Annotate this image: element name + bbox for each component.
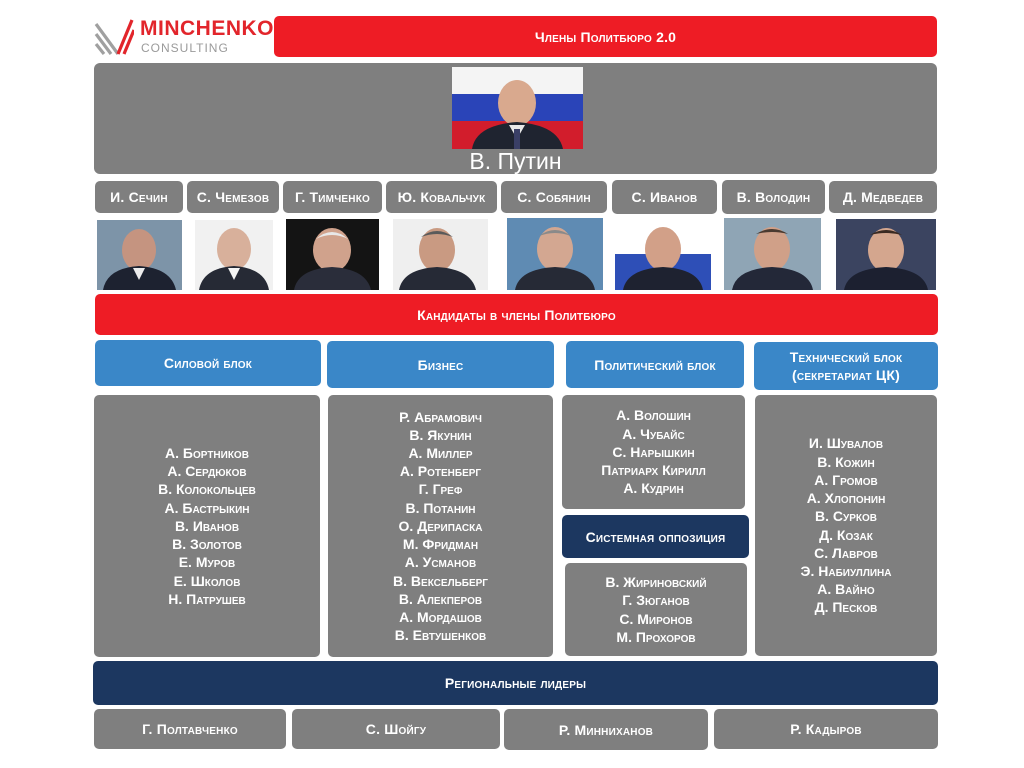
list-item: Э. Набиуллина: [800, 562, 892, 579]
logo-subtitle: CONSULTING: [141, 41, 229, 55]
list-item: В. Кожин: [817, 453, 875, 470]
logo-mark-icon: [94, 16, 134, 56]
member-name-box: С. Собянин: [501, 181, 607, 213]
leader-photo: [452, 67, 583, 149]
list-item: С. Лавров: [814, 544, 878, 561]
technical-block-header: [754, 342, 938, 390]
regional-leader-box: Р. Кадыров: [714, 709, 938, 749]
member-photo: [507, 218, 603, 290]
list-item: Е. Школов: [173, 572, 241, 589]
member-name-box: В. Володин: [722, 180, 825, 214]
list-item: Патриарх Кирилл: [601, 462, 706, 479]
political-list: [562, 395, 745, 509]
logo-name: MINCHENKO: [140, 17, 274, 40]
member-name-box: Д. Медведев: [829, 181, 937, 213]
member-name-box: Г. Тимченко: [283, 181, 382, 213]
member-photo: [286, 219, 379, 290]
member-photo: [195, 220, 273, 290]
silovoy-block-header: Силовой блок: [95, 340, 321, 386]
title-bar: Члены Политбюро 2.0: [274, 16, 937, 57]
list-item: А. Ротенберг: [399, 463, 482, 480]
technical-block-subtitle: (секретариат ЦК): [792, 367, 900, 383]
list-item: В. Евтушенков: [394, 627, 487, 644]
list-item: В. Золотов: [172, 536, 242, 553]
list-item: С. Миронов: [619, 610, 693, 627]
regional-leader-box: Р. Минниханов: [504, 709, 708, 750]
list-item: А. Вайно: [817, 581, 875, 598]
member-name-box: С. Иванов: [612, 180, 717, 214]
candidates-bar: Кандидаты в члены Политбюро: [95, 294, 938, 335]
list-item: А. Громов: [814, 471, 878, 488]
technical-block-title: Технический блок: [789, 349, 903, 365]
silovoy-list: [94, 395, 320, 657]
list-item: О. Дерипаска: [398, 517, 483, 534]
member-photo: [97, 220, 182, 290]
regional-leader-box: С. Шойгу: [292, 709, 500, 749]
list-item: А. Мордашов: [399, 608, 482, 625]
list-item: В. Иванов: [174, 517, 240, 534]
political-block-header: Политический блок: [566, 341, 744, 388]
list-item: А. Усманов: [404, 554, 477, 571]
list-item: А. Сердюков: [167, 463, 247, 480]
member-photo: [724, 218, 821, 290]
list-item: В. Сурков: [815, 508, 877, 525]
member-name-box: И. Сечин: [95, 181, 183, 213]
list-item: В. Алекперов: [398, 590, 483, 607]
list-item: А. Миллер: [408, 445, 473, 462]
list-item: А. Хлопонин: [806, 490, 886, 507]
opposition-list: [565, 563, 747, 656]
member-name-box: С. Чемезов: [187, 181, 279, 213]
list-item: В. Жириновский: [605, 574, 707, 591]
list-item: И. Шувалов: [808, 435, 884, 452]
list-item: В. Потанин: [405, 499, 476, 516]
regional-leader-box: Г. Полтавченко: [94, 709, 286, 749]
list-item: Р. Абрамович: [399, 408, 482, 425]
list-item: В. Колокольцев: [158, 481, 256, 498]
list-item: А. Волошин: [616, 407, 691, 424]
list-item: С. Нарышкин: [612, 443, 695, 460]
list-item: Д. Козак: [819, 526, 873, 543]
list-item: А. Бортников: [165, 445, 249, 462]
list-item: М. Фридман: [402, 536, 479, 553]
list-item: Н. Патрушев: [168, 590, 246, 607]
list-item: В. Вексельберг: [393, 572, 488, 589]
list-item: М. Прохоров: [616, 628, 696, 645]
member-photo: [393, 219, 488, 290]
list-item: Д. Песков: [814, 599, 878, 616]
list-item: А. Чубайс: [622, 425, 685, 442]
list-item: Г. Зюганов: [622, 592, 690, 609]
list-item: Г. Греф: [418, 481, 463, 498]
business-block-header: Бизнес: [327, 341, 554, 388]
leader-name: В. Путин: [469, 148, 562, 174]
business-list: [328, 395, 553, 657]
regional-bar: Региональные лидеры: [93, 661, 938, 705]
list-item: А. Бастрыкин: [164, 499, 250, 516]
member-name-box: Ю. Ковальчук: [386, 181, 497, 213]
member-photo: [615, 218, 711, 290]
list-item: А. Кудрин: [623, 480, 684, 497]
technical-list: [755, 395, 937, 656]
list-item: В. Якунин: [409, 426, 472, 443]
member-photo: [836, 219, 936, 290]
opposition-block-header: Системная оппозиция: [562, 515, 749, 558]
list-item: Е. Муров: [178, 554, 236, 571]
